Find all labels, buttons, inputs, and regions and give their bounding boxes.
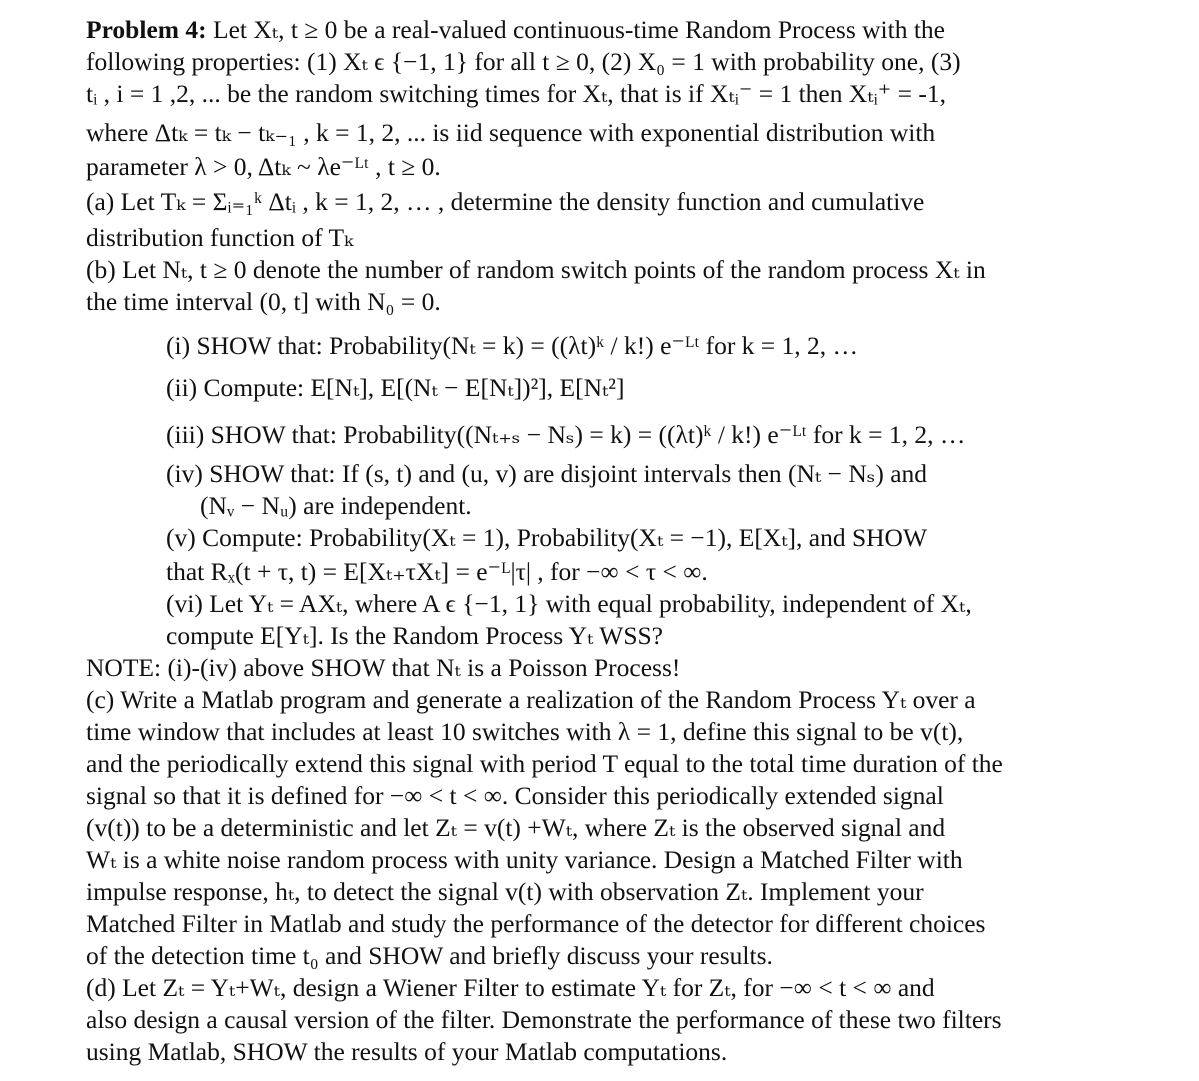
problem-line-3: tᵢ , i = 1 ,2, ... be the random switching times for Xₜ, that is if Xₜᵢ⁻ = 1 then Xₜᵢ⁺ = -1,	[86, 79, 946, 108]
part-d-line-2: also design a causal version of the filter. Demonstrate the performance of these two filters	[86, 1005, 1002, 1034]
part-b-i: (i) SHOW that: Probability(Nₜ = k) = ((λt)ᵏ / k!) e⁻ᴸᵗ for k = 1, 2, …	[166, 331, 859, 360]
part-c-line-6: Wₜ is a white noise random process with unity variance. Design a Matched Filter with	[86, 845, 963, 874]
part-b-line-1: (b) Let Nₜ, t ≥ 0 denote the number of random switch points of the random process Xₜ in	[86, 255, 986, 284]
part-a-line-2: distribution function of Tₖ	[86, 223, 354, 252]
part-c-line-9: of the detection time t₀ and SHOW and briefly discuss your results.	[86, 941, 773, 970]
part-d-line-1: (d) Let Zₜ = Yₜ+Wₜ, design a Wiener Filter to estimate Yₜ for Zₜ, for −∞ < t < ∞ and	[86, 973, 935, 1002]
problem-line-4: where Δtₖ = tₖ − tₖ₋₁ , k = 1, 2, ... is iid sequence with exponential distribution with	[86, 118, 936, 147]
part-c-line-3: and the periodically extend this signal with period T equal to the total time duration of the	[86, 749, 1003, 778]
part-b-vi-line-1: (vi) Let Yₜ = AXₜ, where A ϵ {−1, 1} with equal probability, independent of Xₜ,	[166, 589, 972, 618]
problem-line-1	[86, 14, 945, 46]
part-b-vi-line-2: compute E[Yₜ]. Is the Random Process Yₜ WSS?	[166, 621, 664, 650]
part-b-v-line-2: that Rₓ(t + τ, t) = E[Xₜ₊τXₜ] = e⁻ᴸ|τ| , for −∞ < τ < ∞.	[166, 557, 708, 586]
problem-line-2: following properties: (1) Xₜ ϵ {−1, 1} for all t ≥ 0, (2) X₀ = 1 with probability one, (3)	[86, 47, 961, 76]
part-b-v-line-1: (v) Compute: Probability(Xₜ = 1), Probability(Xₜ = −1), E[Xₜ], and SHOW	[166, 523, 928, 552]
part-b-iv-line-2: (Nᵥ − Nᵤ) are independent.	[200, 491, 472, 520]
part-c-line-8: Matched Filter in Matlab and study the performance of the detector for different choices	[86, 909, 986, 938]
part-c-line-4: signal so that it is defined for −∞ < t < ∞. Consider this periodically extended signal	[86, 781, 944, 810]
problem-line-1-text: Let Xₜ, t ≥ 0 be a real-valued continuous-time Random Process with the	[206, 15, 945, 44]
part-b-ii: (ii) Compute: E[Nₜ], E[(Nₜ − E[Nₜ])²], E[Nₜ²]	[166, 373, 625, 402]
part-c-line-7: impulse response, hₜ, to detect the signal v(t) with observation Zₜ. Implement your	[86, 877, 924, 906]
part-b-iv-line-1: (iv) SHOW that: If (s, t) and (u, v) are disjoint intervals then (Nₜ − Nₛ) and	[166, 459, 928, 488]
part-b-line-2: the time interval (0, t] with N₀ = 0.	[86, 287, 441, 316]
part-c-line-2: time window that includes at least 10 switches with λ = 1, define this signal to be v(t),	[86, 717, 964, 746]
part-b-iii: (iii) SHOW that: Probability((Nₜ₊ₛ − Nₛ) = k) = ((λt)ᵏ / k!) e⁻ᴸᵗ for k = 1, 2, …	[166, 420, 966, 449]
part-d-line-3: using Matlab, SHOW the results of your Matlab computations.	[86, 1037, 728, 1066]
part-a-line-1: (a) Let Tₖ = Σᵢ₌₁ᵏ Δtᵢ , k = 1, 2, … , determine the density function and cumulative	[86, 187, 925, 216]
note-line: NOTE: (i)-(iv) above SHOW that Nₜ is a Poisson Process!	[86, 653, 681, 682]
part-c-line-1: (c) Write a Matlab program and generate a realization of the Random Process Yₜ over a	[86, 685, 976, 714]
problem-label: Problem 4:	[86, 15, 207, 44]
problem-line-5: parameter λ > 0, Δtₖ ~ λe⁻ᴸᵗ , t ≥ 0.	[86, 152, 441, 181]
part-c-line-5: (v(t)) to be a deterministic and let Zₜ = v(t) +Wₜ, where Zₜ is the observed signal and	[86, 813, 946, 842]
